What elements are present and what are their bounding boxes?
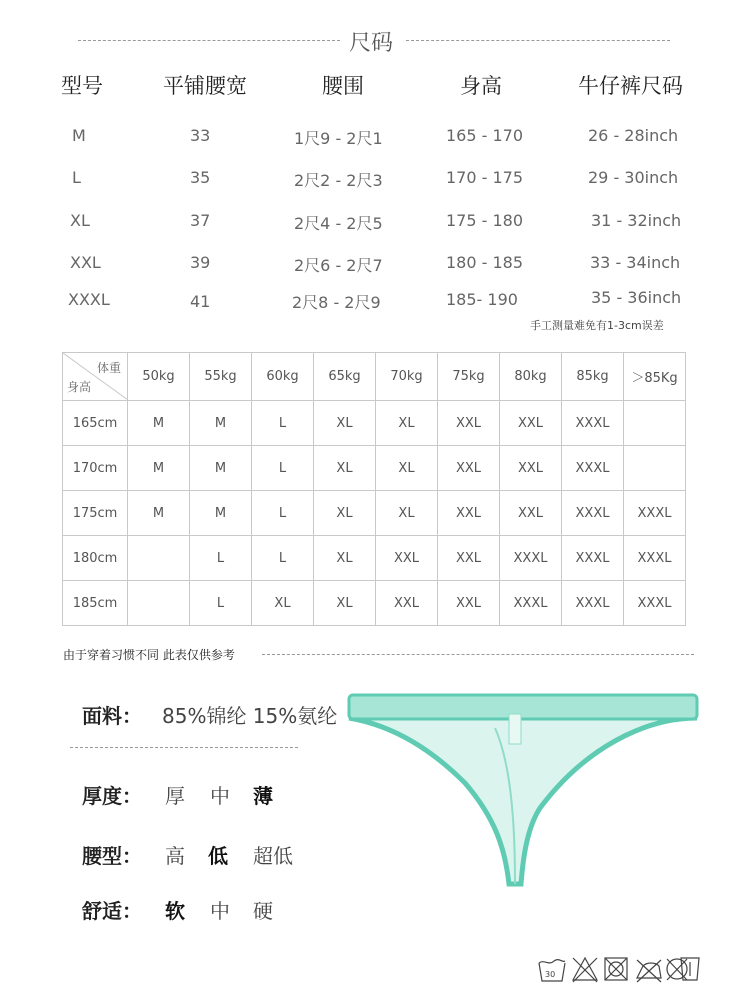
page-title: 尺码 [349,31,394,56]
waist-type-option: 超低 [253,844,293,868]
size-cell: XXXL [624,491,686,536]
spec-cell: 41 [190,292,211,311]
size-cell: L [190,581,252,626]
size-cell: XXL [438,581,500,626]
size-cell: XXXL [562,401,624,446]
weight-header: 75kg [438,353,500,401]
size-cell: L [252,446,314,491]
wash-temp-label: 30 [545,970,556,979]
thickness-option-selected: 薄 [253,784,273,808]
size-cell: XXXL [500,536,562,581]
spec-cell: XL [70,211,90,230]
size-cell: XXL [438,446,500,491]
spec-header-height: 身高 [460,74,502,98]
spec-cell: 26 - 28inch [588,126,679,145]
size-cell: XXL [500,446,562,491]
reference-disclaimer: 由于穿着习惯不同 此表仅供参考 [63,648,235,662]
size-cell: XXXL [562,581,624,626]
spec-cell: 175 - 180 [446,211,524,230]
title-divider-left [78,40,340,41]
size-cell: M [128,491,190,536]
weight-header: 55kg [190,353,252,401]
disclaimer-divider [262,654,694,655]
size-cell: XL [314,581,376,626]
size-cell: M [190,491,252,536]
comfort-option-selected: 软 [165,899,185,923]
spec-cell: 35 [190,168,211,187]
spec-cell: 2尺4 - 2尺5 [294,214,383,233]
spec-cell: 185- 190 [446,290,518,309]
spec-cell: 37 [190,211,211,230]
size-cell: XXL [438,401,500,446]
fabric-divider [70,747,298,748]
size-cell: L [252,536,314,581]
size-cell: XL [314,491,376,536]
spec-cell: 31 - 32inch [591,211,682,230]
size-cell: XXL [438,536,500,581]
size-cell [128,536,190,581]
measurement-note: 手工测量难免有1-3cm误差 [530,319,664,332]
size-cell: XXXL [624,536,686,581]
size-chart-grid [62,352,686,626]
height-header: 185cm [63,581,128,626]
spec-cell: 39 [190,253,211,272]
size-cell: M [128,446,190,491]
spec-cell: 35 - 36inch [591,288,682,307]
size-cell: M [190,401,252,446]
spec-cell: 33 - 34inch [590,253,681,272]
size-cell: XXL [500,401,562,446]
height-header: 170cm [63,446,128,491]
fabric-value: 85%锦纶 15%氨纶 [162,704,338,728]
height-header: 180cm [63,536,128,581]
thickness-option: 中 [210,784,230,808]
spec-cell: XXXL [68,290,110,309]
waist-type-option-selected: 低 [208,844,228,868]
size-cell: XL [376,401,438,446]
weight-header: 50kg [128,353,190,401]
size-chart-row [63,446,686,491]
size-chart-row [63,536,686,581]
spec-cell: 33 [190,126,211,145]
weight-header: 70kg [376,353,438,401]
thickness-label: 厚度： [82,784,142,808]
size-cell: XL [314,401,376,446]
spec-cell: 29 - 30inch [588,168,679,187]
spec-cell: L [72,168,81,187]
no-tumble-dry-icon [605,958,627,980]
height-header: 175cm [63,491,128,536]
size-chart-row [63,401,686,446]
product-thong-image [345,688,701,888]
size-cell: M [128,401,190,446]
size-cell: XL [376,491,438,536]
height-header: 165cm [63,401,128,446]
size-chart-row [63,491,686,536]
size-cell [128,581,190,626]
corner-height-label: 身高 [67,380,92,394]
size-cell: XL [314,446,376,491]
fabric-label: 面料： [82,704,142,728]
spec-cell: 1尺9 - 2尺1 [294,129,383,148]
weight-header: 60kg [252,353,314,401]
care-icons [537,954,702,984]
size-cell: XL [252,581,314,626]
size-cell: L [252,401,314,446]
size-cell: XXL [376,536,438,581]
size-chart-header-row [63,353,686,401]
section-title-row [0,22,750,56]
spec-cell: XXL [70,253,101,272]
spec-header-flat-waist: 平铺腰宽 [163,74,247,98]
spec-header-waist: 腰围 [322,74,364,98]
comfort-option: 硬 [253,899,273,923]
size-cell: XL [314,536,376,581]
no-bleach-icon [573,958,597,982]
comfort-label: 舒适： [82,899,142,923]
size-cell [624,446,686,491]
size-cell: XXL [500,491,562,536]
spec-cell: 180 - 185 [446,253,524,272]
size-cell: XXXL [562,491,624,536]
size-chart-row [63,581,686,626]
spec-cell: 2尺8 - 2尺9 [292,293,381,312]
thickness-option: 厚 [165,784,185,808]
spec-cell: M [72,126,86,145]
size-cell: XXXL [562,536,624,581]
size-cell [624,401,686,446]
corner-weight-label: 体重 [96,361,121,375]
waist-type-label: 腰型： [82,844,142,868]
size-cell: XXXL [500,581,562,626]
waist-type-option: 高 [165,844,185,868]
spec-header-model: 型号 [61,74,103,98]
spec-cell: 2尺6 - 2尺7 [294,256,383,275]
spec-cell: 170 - 175 [446,168,524,187]
size-cell: L [190,536,252,581]
spec-header-jeans-size: 牛仔裤尺码 [578,74,683,98]
size-cell: XXL [438,491,500,536]
size-cell: XXXL [562,446,624,491]
weight-header: ＞85Kg [624,353,686,401]
weight-header: 80kg [500,353,562,401]
title-divider-right [406,40,670,41]
size-chart-corner [63,353,128,401]
comfort-option: 中 [210,899,230,923]
size-cell: XXL [376,581,438,626]
spec-cell: 2尺2 - 2尺3 [294,171,383,190]
size-cell: XXXL [624,581,686,626]
size-cell: M [190,446,252,491]
weight-header: 65kg [314,353,376,401]
no-iron-icon [637,960,661,982]
weight-header: 85kg [562,353,624,401]
wash-30-icon [539,960,565,981]
spec-cell: 165 - 170 [446,126,524,145]
size-cell: XL [376,446,438,491]
no-dry-clean-icon [667,959,687,980]
size-cell: L [252,491,314,536]
